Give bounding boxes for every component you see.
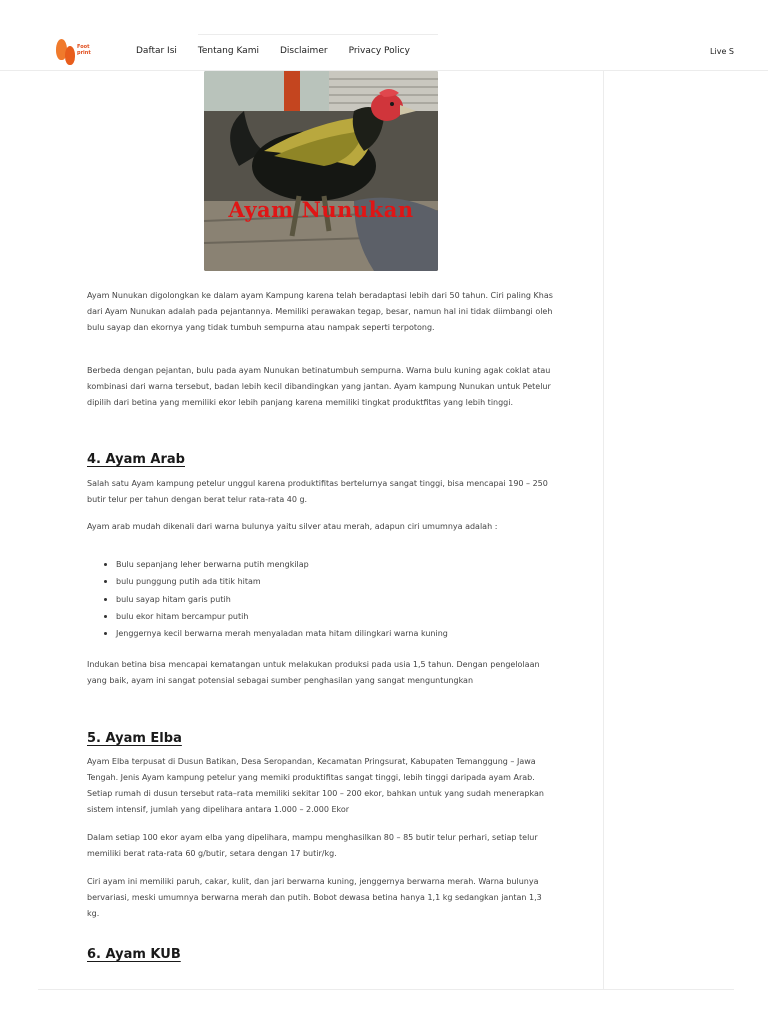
heading-ayam-elba: 5. Ayam Elba — [87, 731, 182, 746]
paragraph-nunukan-1: Ayam Nunukan digolongkan ke dalam ayam Kampung karena telah beradaptasi lebih dari 50 tahun. Ciri paling Khas dari Ayam Nunukan adalah pada pejantannya. Memiliki perawakan tegap, besar, namun hal ini tidak diimbangi oleh bulu sayap dan ekornya yang tidak tumbuh sempurna atau nampak seperti terpotong. — [87, 291, 553, 332]
paragraph-arab-3: Indukan betina bisa mencapai kematangan untuk melakukan produksi pada usia 1,5 tahun. Dengan pengelolaan yang baik, ayam ini sangat potensial sebagai sumber penghasilan yang sangat menguntungkan — [87, 660, 540, 685]
paragraph-elba-2: Dalam setiap 100 ekor ayam elba yang dipelihara, mampu menghasilkan 80 – 85 butir telur perhari, setiap telur memiliki berat rata-rata 60 g/butir, setara dengan 17 butir/kg. — [87, 833, 538, 858]
nav-item-privacy-policy[interactable]: Privacy Policy — [348, 46, 410, 56]
list-item: Bulu sepanjang leher berwarna putih mengkilap — [103, 556, 543, 573]
rooster-illustration — [204, 71, 438, 271]
list-item: bulu sayap hitam garis putih — [103, 591, 543, 608]
paragraph-nunukan-2: Berbeda dengan pejantan, bulu pada ayam Nunukan betinatumbuh sempurna. Warna bulu kuning agak coklat atau kombinasi dari warna tersebut, badan lebih kecil dibandingkan yang jantan. Ayam kampung Nunukan untuk Petelur dipilih dari betina yang memiliki ekor lebih panjang karena memiliki tingkat produktfitas yang lebih tinggi. — [87, 366, 551, 407]
nav-item-disclaimer[interactable]: Disclaimer — [279, 46, 328, 56]
footprint-icon — [65, 46, 75, 65]
site-header — [0, 0, 768, 71]
list-item: bulu ekor hitam bercampur putih — [103, 608, 543, 625]
image-caption: Ayam Nunukan — [228, 197, 414, 222]
heading-ayam-arab: 4. Ayam Arab — [87, 452, 185, 467]
live-link[interactable]: Live S — [710, 47, 734, 56]
site-logo[interactable] — [52, 37, 96, 69]
paragraph-elba-1: Ayam Elba terpusat di Dusun Batikan, Desa Seropandan, Kecamatan Pringsurat, Kabupaten Temanggung – Jawa Tengah. Jenis Ayam kampung petelur yang memiki produktifitas sangat tinggi, lebih tinggi daripada ayam Arab. Setiap rumah di dusun tersebut rata–rata memiliki sekitar 100 – 200 ekor, bahkan untuk yang sudah menerapkan sistem intensif, jumlah yang dipelihara antara 1.000 – 2.000 Ekor — [87, 757, 544, 814]
heading-ayam-kub: 6. Ayam KUB — [87, 947, 181, 962]
list-item: bulu punggung putih ada titik hitam — [103, 573, 543, 590]
footer-divider — [38, 989, 734, 990]
logo-text: Foot print — [77, 44, 91, 56]
paragraph-elba-3: Ciri ayam ini memiliki paruh, cakar, kulit, dan jari berwarna kuning, jenggernya berwarna merah. Warna bulunya bervariasi, meski umumnya berwarna merah dan putih. Bobot dewasa betina hanya 1,1 kg sedangkan jantan 1,3 kg. — [87, 877, 542, 918]
paragraph-arab-1: Salah satu Ayam kampung petelur unggul karena produktifitas bertelurnya sangat tinggi, bisa mencapai 190 – 250 butir telur per tahun dengan berat telur rata-rata 40 g. — [87, 479, 548, 504]
main-nav — [136, 46, 410, 56]
nav-item-tentang-kami[interactable]: Tentang Kami — [197, 46, 259, 56]
arab-traits-list — [103, 556, 543, 642]
article-image-ayam-nunukan — [204, 71, 438, 271]
nav-item-daftar-isi[interactable]: Daftar Isi — [136, 46, 177, 56]
list-item: Jenggernya kecil berwarna merah menyaladan mata hitam dilingkari warna kuning — [103, 625, 543, 642]
paragraph-arab-2: Ayam arab mudah dikenali dari warna bulunya yaitu silver atau merah, adapun ciri umumnya adalah : — [87, 522, 498, 531]
header-divider — [198, 34, 438, 35]
